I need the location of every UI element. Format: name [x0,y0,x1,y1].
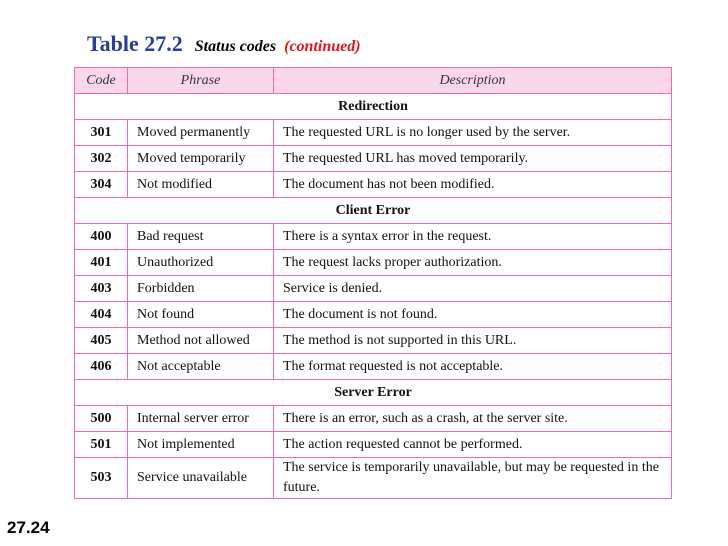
table-caption: Status codes [194,38,277,55]
table-row [75,250,672,276]
group-row-client-error [75,198,672,224]
phrase-cell: Unauthorized [128,250,274,276]
code-cell: 501 [75,432,128,458]
header-phrase: Phrase [128,68,274,94]
phrase-cell: Bad request [128,224,274,250]
phrase-cell: Not implemented [128,432,274,458]
code-cell: 500 [75,406,128,432]
group-label: Server Error [75,380,672,406]
table-title [87,31,361,57]
continued-label: (continued) [284,38,361,55]
code-cell: 403 [75,276,128,302]
group-label: Client Error [75,198,672,224]
table-row [75,354,672,380]
phrase-cell: Internal server error [128,406,274,432]
group-row-server-error [75,380,672,406]
header-row [75,68,672,94]
header-code: Code [75,68,128,94]
slide-number: 27.24 [7,518,50,537]
description-cell: There is a syntax error in the request. [274,224,672,250]
group-label: Redirection [75,94,672,120]
description-cell: The action requested cannot be performed. [274,432,672,458]
table-row [75,302,672,328]
phrase-cell: Not acceptable [128,354,274,380]
phrase-cell: Service unavailable [128,458,274,499]
table-row [75,406,672,432]
code-cell: 304 [75,172,128,198]
table-row [75,458,672,499]
code-cell: 301 [75,120,128,146]
description-cell: Service is denied. [274,276,672,302]
phrase-cell: Moved temporarily [128,146,274,172]
table-row [75,328,672,354]
code-cell: 405 [75,328,128,354]
table-row [75,224,672,250]
phrase-cell: Not modified [128,172,274,198]
description-cell: The document is not found. [274,302,672,328]
phrase-cell: Not found [128,302,274,328]
status-codes-table [74,67,672,499]
table-label: Table 27.2 [87,31,183,56]
table-row [75,276,672,302]
code-cell: 302 [75,146,128,172]
code-cell: 400 [75,224,128,250]
code-cell: 406 [75,354,128,380]
phrase-cell: Forbidden [128,276,274,302]
description-cell: The requested URL is no longer used by the server. [274,120,672,146]
description-cell: The format requested is not acceptable. [274,354,672,380]
code-cell: 503 [75,458,128,499]
description-cell: The document has not been modified. [274,172,672,198]
code-cell: 404 [75,302,128,328]
description-cell: The method is not supported in this URL. [274,328,672,354]
description-cell: The request lacks proper authorization. [274,250,672,276]
table-row [75,172,672,198]
code-cell: 401 [75,250,128,276]
description-cell: There is an error, such as a crash, at the server site. [274,406,672,432]
table-row [75,120,672,146]
phrase-cell: Method not allowed [128,328,274,354]
header-description: Description [274,68,672,94]
table-row [75,432,672,458]
description-cell: The service is temporarily unavailable, but may be requested in the future. [274,458,672,499]
group-row-redirection [75,94,672,120]
table-row [75,146,672,172]
phrase-cell: Moved permanently [128,120,274,146]
description-cell: The requested URL has moved temporarily. [274,146,672,172]
